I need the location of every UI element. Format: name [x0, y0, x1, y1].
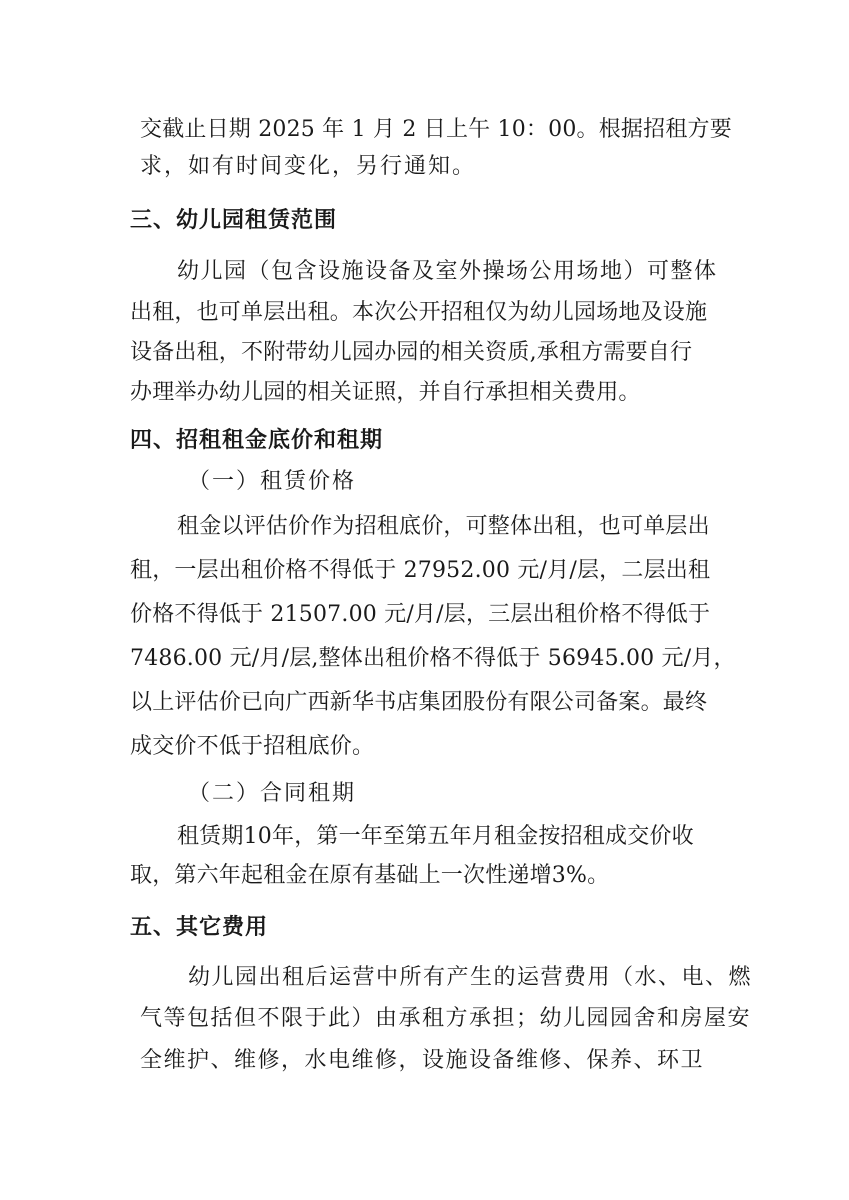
paragraph-line: 租赁期10年，第一年至第五年月租金按招租成交价收: [177, 824, 694, 849]
subsection-heading: （二）合同租期: [188, 781, 357, 806]
paragraph-line: 以上评估价已向广西新华书店集团股份有限公司备案。最终: [130, 690, 708, 715]
paragraph-line: 租金以评估价作为招租底价，可整体出租，也可单层出: [177, 514, 710, 539]
paragraph-line: 7486.00 元/月/层,整体出租价格不得低于 56945.00 元/月，: [130, 646, 736, 671]
paragraph-line: 全维护、维修，水电维修，设施设备维修、保养、环卫: [140, 1048, 705, 1073]
paragraph-line: 成交价不低于招租底价。: [130, 734, 375, 759]
paragraph-line: 交截止日期 2025 年 1 月 2 日上午 10：00。根据招租方要: [140, 117, 732, 142]
paragraph-line: 出租，也可单层出租。本次公开招租仅为幼儿园场地及设施: [130, 300, 708, 325]
paragraph-line: 幼儿园出租后运营中所有产生的运营费用（水、电、燃: [188, 965, 753, 990]
section-heading-3: 三、幼儿园租赁范围: [130, 207, 338, 233]
paragraph-line: 价格不得低于 21507.00 元/月/层，三层出租价格不得低于: [130, 602, 711, 627]
paragraph-line: 租，一层出租价格不得低于 27952.00 元/月/层，二层出租: [130, 558, 711, 583]
paragraph-line: 取，第六年起租金在原有基础上一次性递增3%。: [130, 863, 610, 888]
section-heading-5: 五、其它费用: [130, 914, 269, 940]
paragraph-line: 办理举办幼儿园的相关证照，并自行承担相关费用。: [130, 380, 641, 405]
subsection-heading: （一）租赁价格: [188, 469, 357, 494]
section-heading-4: 四、招租租金底价和租期: [130, 427, 384, 453]
paragraph-line: 设备出租，不附带幼儿园办园的相关资质,承租方需要自行: [130, 340, 693, 365]
paragraph-line: 幼儿园（包含设施设备及室外操场公用场地）可整体: [177, 259, 718, 284]
paragraph-line: 求，如有时间变化，另行通知。: [140, 154, 477, 179]
paragraph-line: 气等包括但不限于此）由承租方承担；幼儿园园舍和房屋安: [140, 1006, 752, 1031]
